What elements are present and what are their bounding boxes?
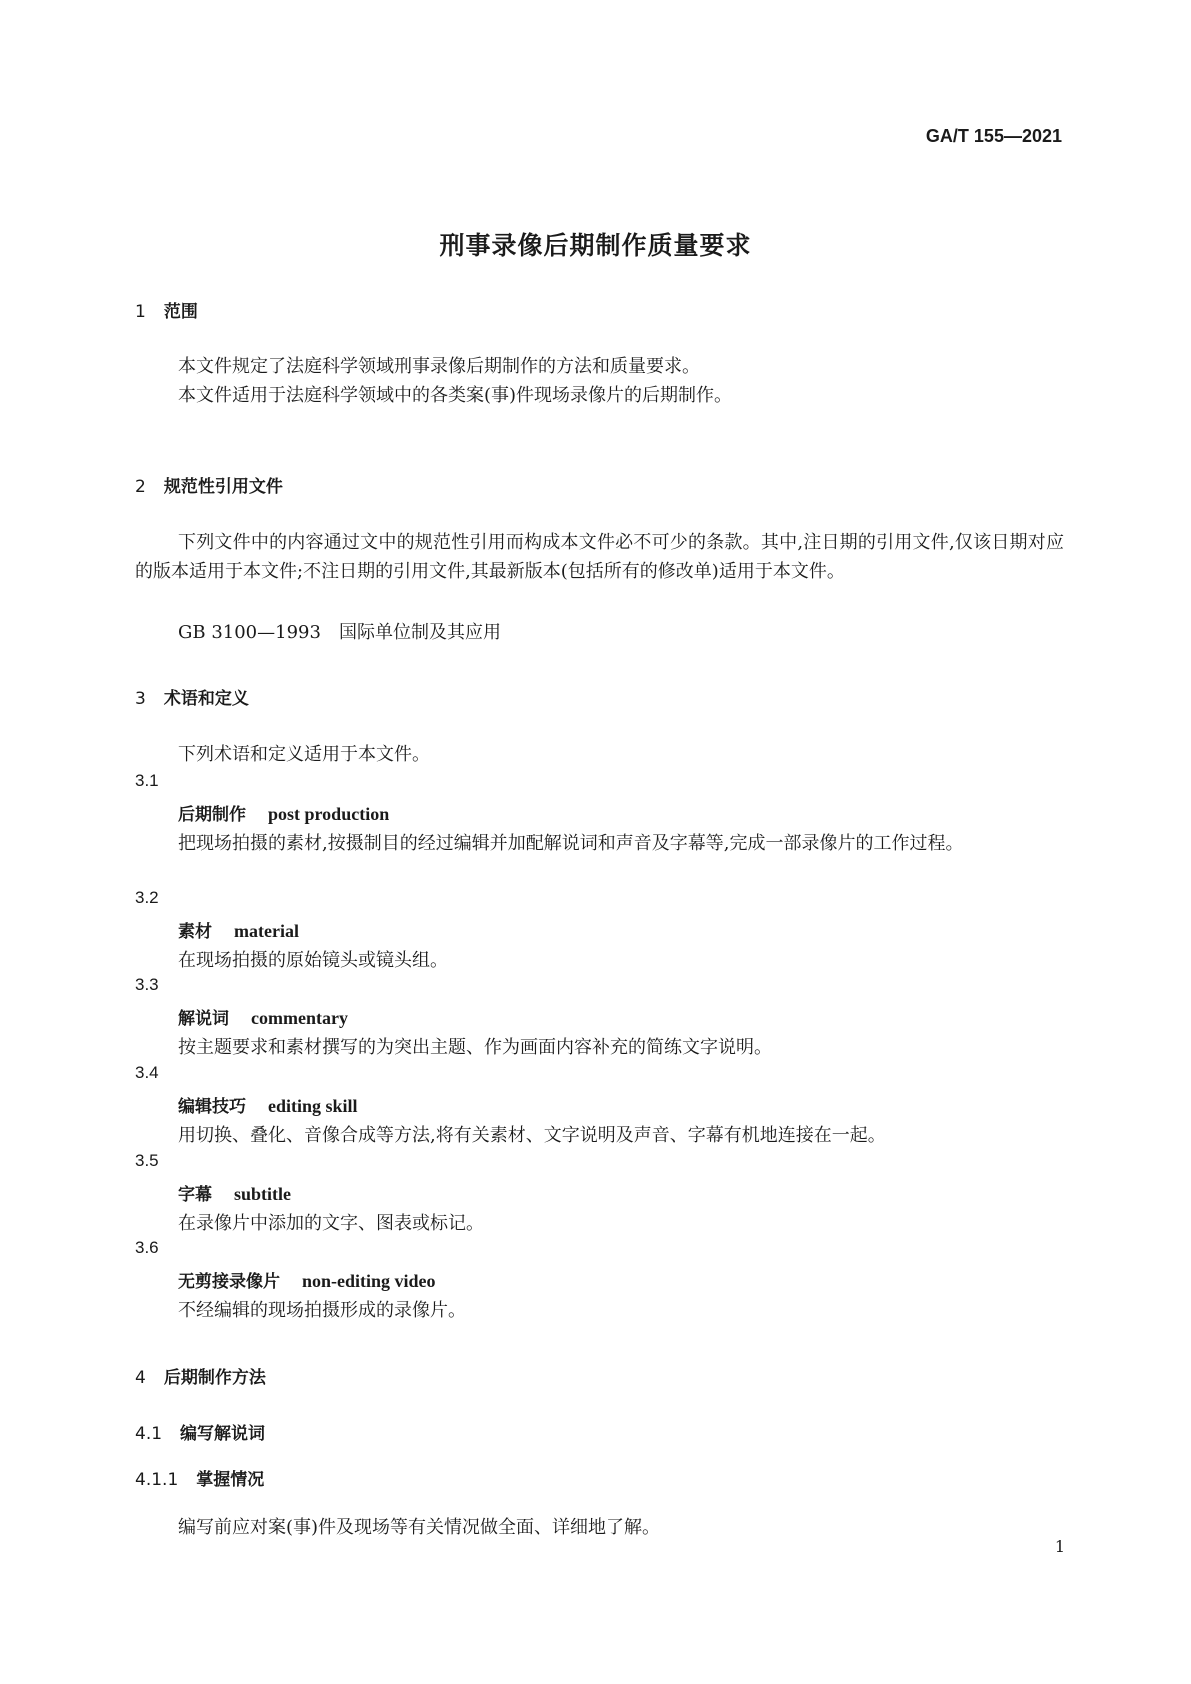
term-en: material	[234, 921, 299, 941]
term-definition: 不经编辑的现场拍摄形成的录像片。	[178, 1300, 466, 1321]
term-zh: 字幕	[178, 1185, 212, 1205]
section-number: 4.1.1	[135, 1470, 179, 1490]
term-zh: 无剪接录像片	[178, 1272, 280, 1292]
section-number: 2	[135, 477, 146, 497]
section-title: 后期制作方法	[163, 1368, 266, 1388]
section-title: 范围	[163, 302, 198, 322]
term-entry	[178, 1267, 436, 1292]
section-title: 编写解说词	[180, 1424, 266, 1444]
clause-number: 3.4	[135, 1063, 159, 1082]
section-4-heading	[135, 1363, 266, 1388]
term-zh: 解说词	[178, 1009, 229, 1029]
term-en: post production	[268, 804, 390, 824]
standard-code: GA/T 155—2021	[925, 126, 1062, 146]
section-number: 4.1	[135, 1424, 163, 1444]
clause-number: 3.5	[135, 1151, 159, 1170]
section-4-1-1-heading	[135, 1465, 264, 1490]
section-title: 术语和定义	[163, 689, 249, 709]
section-3-heading	[135, 684, 249, 709]
section-1-heading	[135, 297, 198, 322]
paragraph: 编写前应对案(事)件及现场等有关情况做全面、详细地了解。	[178, 1517, 661, 1538]
section-title: 规范性引用文件	[163, 477, 283, 497]
term-en: editing skill	[268, 1096, 358, 1116]
section-number: 4	[135, 1368, 146, 1388]
page-number: 1	[1054, 1537, 1065, 1556]
term-entry	[178, 917, 299, 942]
term-zh: 素材	[178, 922, 212, 942]
section-2-heading	[135, 472, 283, 497]
section-number: 3	[135, 689, 146, 709]
paragraph: 下列文件中的内容通过文中的规范性引用而构成本文件必不可少的条款。其中,注日期的引用文件,仅该日期对应的版本适用于本文件;不注日期的引用文件,其最新版本(包括所有的修改单)适用于本文件。	[135, 532, 1064, 582]
term-entry	[178, 1180, 291, 1205]
term-definition: 在录像片中添加的文字、图表或标记。	[178, 1213, 484, 1234]
term-zh: 后期制作	[178, 805, 246, 825]
term-definition: 把现场拍摄的素材,按摄制目的经过编辑并加配解说词和声音及字幕等,完成一部录像片的工作过程。	[178, 833, 964, 854]
term-entry	[178, 1092, 358, 1117]
term-definition: 在现场拍摄的原始镜头或镜头组。	[178, 950, 448, 971]
clause-number: 3.1	[135, 771, 159, 790]
term-en: non-editing video	[302, 1271, 436, 1291]
clause-number: 3.3	[135, 975, 159, 994]
section-4-1-heading	[135, 1419, 265, 1444]
term-en: commentary	[251, 1008, 348, 1028]
section-number: 1	[135, 302, 146, 322]
normative-reference: GB 3100—1993 国际单位制及其应用	[178, 622, 501, 643]
term-en: subtitle	[234, 1184, 292, 1204]
document-title: 刑事录像后期制作质量要求	[439, 231, 752, 260]
paragraph: 本文件规定了法庭科学领域刑事录像后期制作的方法和质量要求。	[178, 356, 700, 377]
section-title: 掌握情况	[196, 1470, 265, 1490]
paragraph: 本文件适用于法庭科学领域中的各类案(事)件现场录像片的后期制作。	[178, 385, 733, 406]
term-entry	[178, 1004, 348, 1029]
term-entry	[178, 800, 389, 825]
clause-number: 3.6	[135, 1238, 159, 1257]
term-definition: 用切换、叠化、音像合成等方法,将有关素材、文字说明及声音、字幕有机地连接在一起。	[178, 1125, 886, 1146]
term-definition: 按主题要求和素材撰写的为突出主题、作为画面内容补充的简练文字说明。	[178, 1037, 772, 1058]
paragraph: 下列术语和定义适用于本文件。	[178, 744, 430, 765]
term-zh: 编辑技巧	[178, 1097, 246, 1117]
clause-number: 3.2	[135, 888, 159, 907]
